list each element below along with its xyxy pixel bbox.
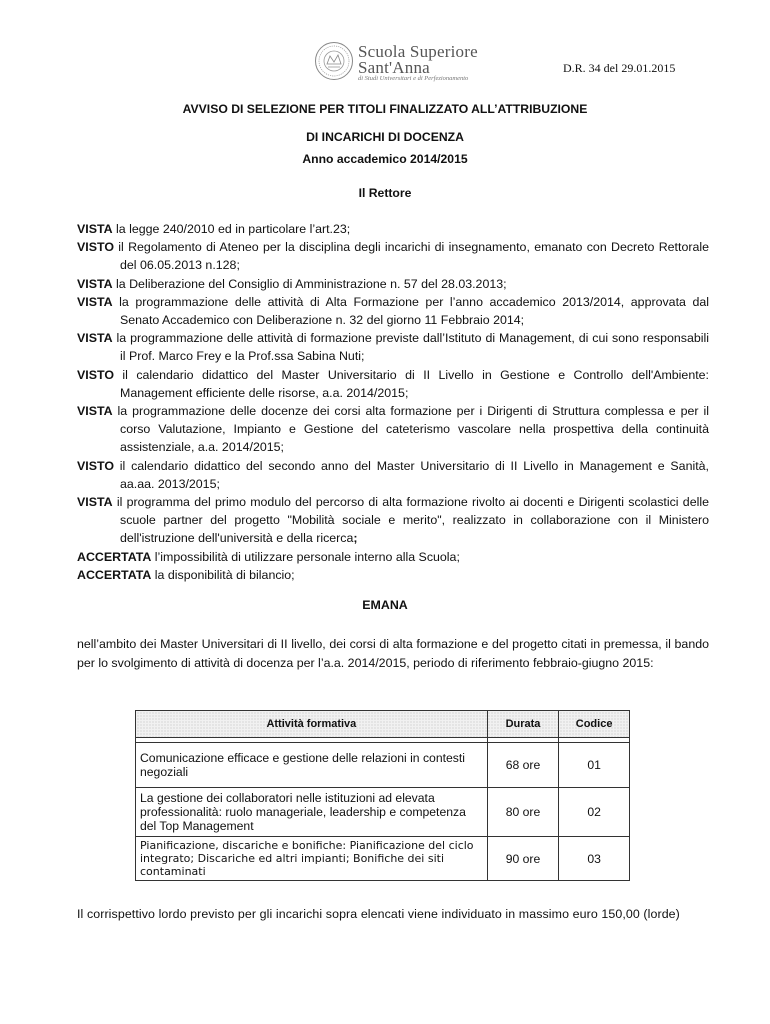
- premessa-item: VISTA il programma del primo modulo del percorso di alta formazione rivolto ai docenti e Dirigenti scolastici delle scuole partner del progetto "Mobilità sociale e merito", realizzato in collaborazione con il Ministero dell'istruzione dell'università e della ricerca;: [77, 495, 709, 546]
- header-activity: Attività formativa: [136, 711, 488, 738]
- premesse-list: [77, 220, 709, 584]
- institution-logo: [314, 40, 479, 84]
- cell-duration: 90 ore: [487, 837, 559, 881]
- title-line-3: Anno accademico 2014/2015: [302, 152, 468, 166]
- title-line-1: AVVISO DI SELEZIONE PER TITOLI FINALIZZATO ALL’ATTRIBUZIONE: [182, 102, 588, 116]
- premessa-item: VISTO il calendario didattico del secondo anno del Master Universitario di II Livello in Management e Sanità, aa.aa. 2013/2015;: [77, 458, 709, 491]
- cell-duration: 68 ore: [487, 743, 559, 788]
- cell-activity: Pianificazione, discariche e bonifiche: Pianificazione del ciclo integrato; Discariche ed altri impianti; Bonifiche dei siti contaminati: [136, 837, 488, 881]
- cell-code: 02: [559, 788, 630, 837]
- logo-line-2: Sant'Anna: [358, 58, 430, 77]
- cell-activity: Comunicazione efficace e gestione delle relazioni in contesti negoziali: [136, 743, 488, 788]
- premessa-item: ACCERTATA la disponibilità di bilancio;: [77, 567, 295, 582]
- activities-table: [135, 710, 630, 881]
- premessa-item: ACCERTATA l’impossibilità di utilizzare personale interno alla Scuola;: [77, 549, 460, 564]
- cell-code: 03: [559, 837, 630, 881]
- table-header-row: [136, 711, 630, 738]
- decree-reference: D.R. 34 del 29.01.2015: [563, 61, 676, 75]
- premessa-item: VISTO il Regolamento di Ateneo per la disciplina degli incarichi di insegnamento, emanato con Decreto Rettorale del 06.05.2013 n.128;: [77, 240, 709, 273]
- premessa-item: VISTA la legge 240/2010 ed in particolare l’art.23;: [77, 222, 351, 236]
- logo-line-1: Scuola Superiore: [358, 42, 478, 61]
- table-row: [136, 788, 630, 837]
- intro-paragraph: nell’ambito dei Master Universitari di II livello, dei corsi di alta formazione e del progetto citati in premessa, il bando per lo svolgimento di attività di docenza per l’a.a. 2014/2015, periodo di riferimento febbraio-giugno 2015:: [77, 637, 709, 670]
- seal-icon: [314, 41, 354, 81]
- cell-activity: La gestione dei collaboratori nelle istituzioni ad elevata professionalità: ruolo manageriale, leadership e competenza del Top Management: [136, 788, 488, 837]
- premessa-item: VISTA la programmazione delle attività di formazione previste dall’Istituto di Management, di cui sono responsabili il Prof. Marco Frey e la Prof.ssa Sabina Nuti;: [77, 331, 709, 364]
- footer-paragraph: Il corrispettivo lordo previsto per gli incarichi sopra elencati viene individuato in massimo euro 150,00 (lorde): [77, 907, 680, 921]
- header-duration: Durata: [487, 711, 559, 738]
- premessa-item: VISTO il calendario didattico del Master Universitario di II Livello in Gestione e Controllo dell'Ambiente: Management efficiente delle risorse, a.a. 2014/2015;: [77, 367, 709, 400]
- cell-duration: 80 ore: [487, 788, 559, 837]
- title-line-2: DI INCARICHI DI DOCENZA: [306, 130, 464, 144]
- premessa-item: VISTA la Deliberazione del Consiglio di Amministrazione n. 57 del 28.03.2013;: [77, 276, 507, 291]
- cell-code: 01: [559, 743, 630, 788]
- premessa-item: VISTA la programmazione delle docenze dei corsi alta formazione per i Dirigenti di Struttura complessa e per il corso Valutazione, Impianto e Gestione del cateterismo vascolare nella prospettiva della continuità assistenziale, a.a. 2014/2015;: [77, 404, 709, 455]
- emana-heading: EMANA: [362, 598, 408, 612]
- premessa-item: VISTA la programmazione delle attività di Alta Formazione per l’anno accademico 2013/2014, approvata dal Senato Accademico con Deliberazione n. 32 del giorno 11 Febbraio 2014;: [77, 294, 709, 328]
- header-code: Codice: [559, 711, 630, 738]
- logo-line-3: di Studi Universitari e di Perfezionamento: [358, 75, 469, 82]
- rettore-heading: Il Rettore: [358, 186, 412, 200]
- table-row: [136, 743, 630, 788]
- table-row: [136, 837, 630, 881]
